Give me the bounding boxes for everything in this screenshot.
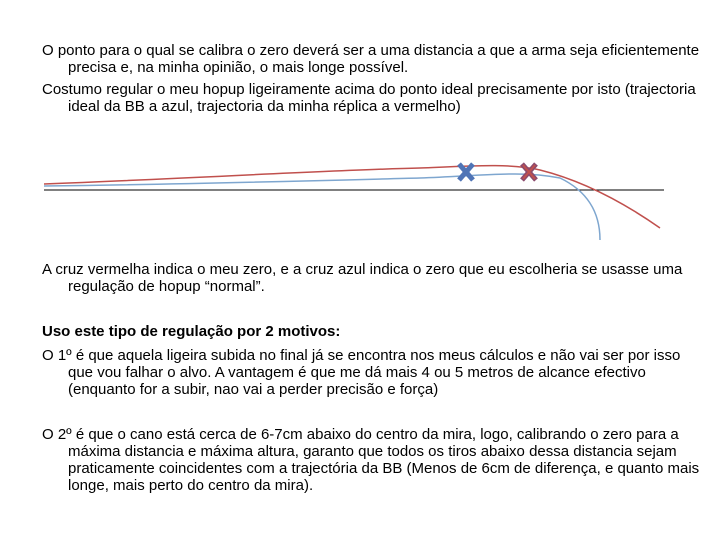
red-trajectory <box>44 166 660 228</box>
paragraph-reason-two: O 2º é que o cano está cerca de 6-7cm abaixo do centro da mira, logo, calibrando o zero para a máxima distancia e máxima altura, garanto que todos os tiros abaixo dessa distancia sejam praticamente coincidentes com a trajectória da BB (Menos de 6cm de diferença, e quanto mais longe, mais perto do centro da mira). <box>42 426 700 494</box>
paragraph-reason-one: O 1º é que aquela ligeira subida no final já se encontra nos meus cálculos e não vai ser por isso que vou falhar o alvo. A vantagem é que me dá mais 4 ou 5 metros de alcance efectivo (enquanto for a subir, nao vai a perder precisão e força) <box>42 347 681 398</box>
blue-trajectory <box>44 174 600 240</box>
red-cross-icon <box>522 164 536 180</box>
paragraph-zero-distance: O ponto para o qual se calibra o zero deverá ser a uma distancia a que a arma seja eficientemente precisa e, na minha opinião, o mais longe possível. <box>42 42 700 76</box>
paragraph-cross-explanation: A cruz vermelha indica o meu zero, e a cruz azul indica o zero que eu escolheria se usasse uma regulação de hopup “normal”. <box>42 261 683 295</box>
paragraph-reasons-heading: Uso este tipo de regulação por 2 motivos: <box>42 323 341 340</box>
paragraph-hopup-setting: Costumo regular o meu hopup ligeiramente acima do ponto ideal precisamente por isto (trajectoria ideal da BB a azul, trajectoria da minha réplica a vermelho) <box>42 81 696 115</box>
